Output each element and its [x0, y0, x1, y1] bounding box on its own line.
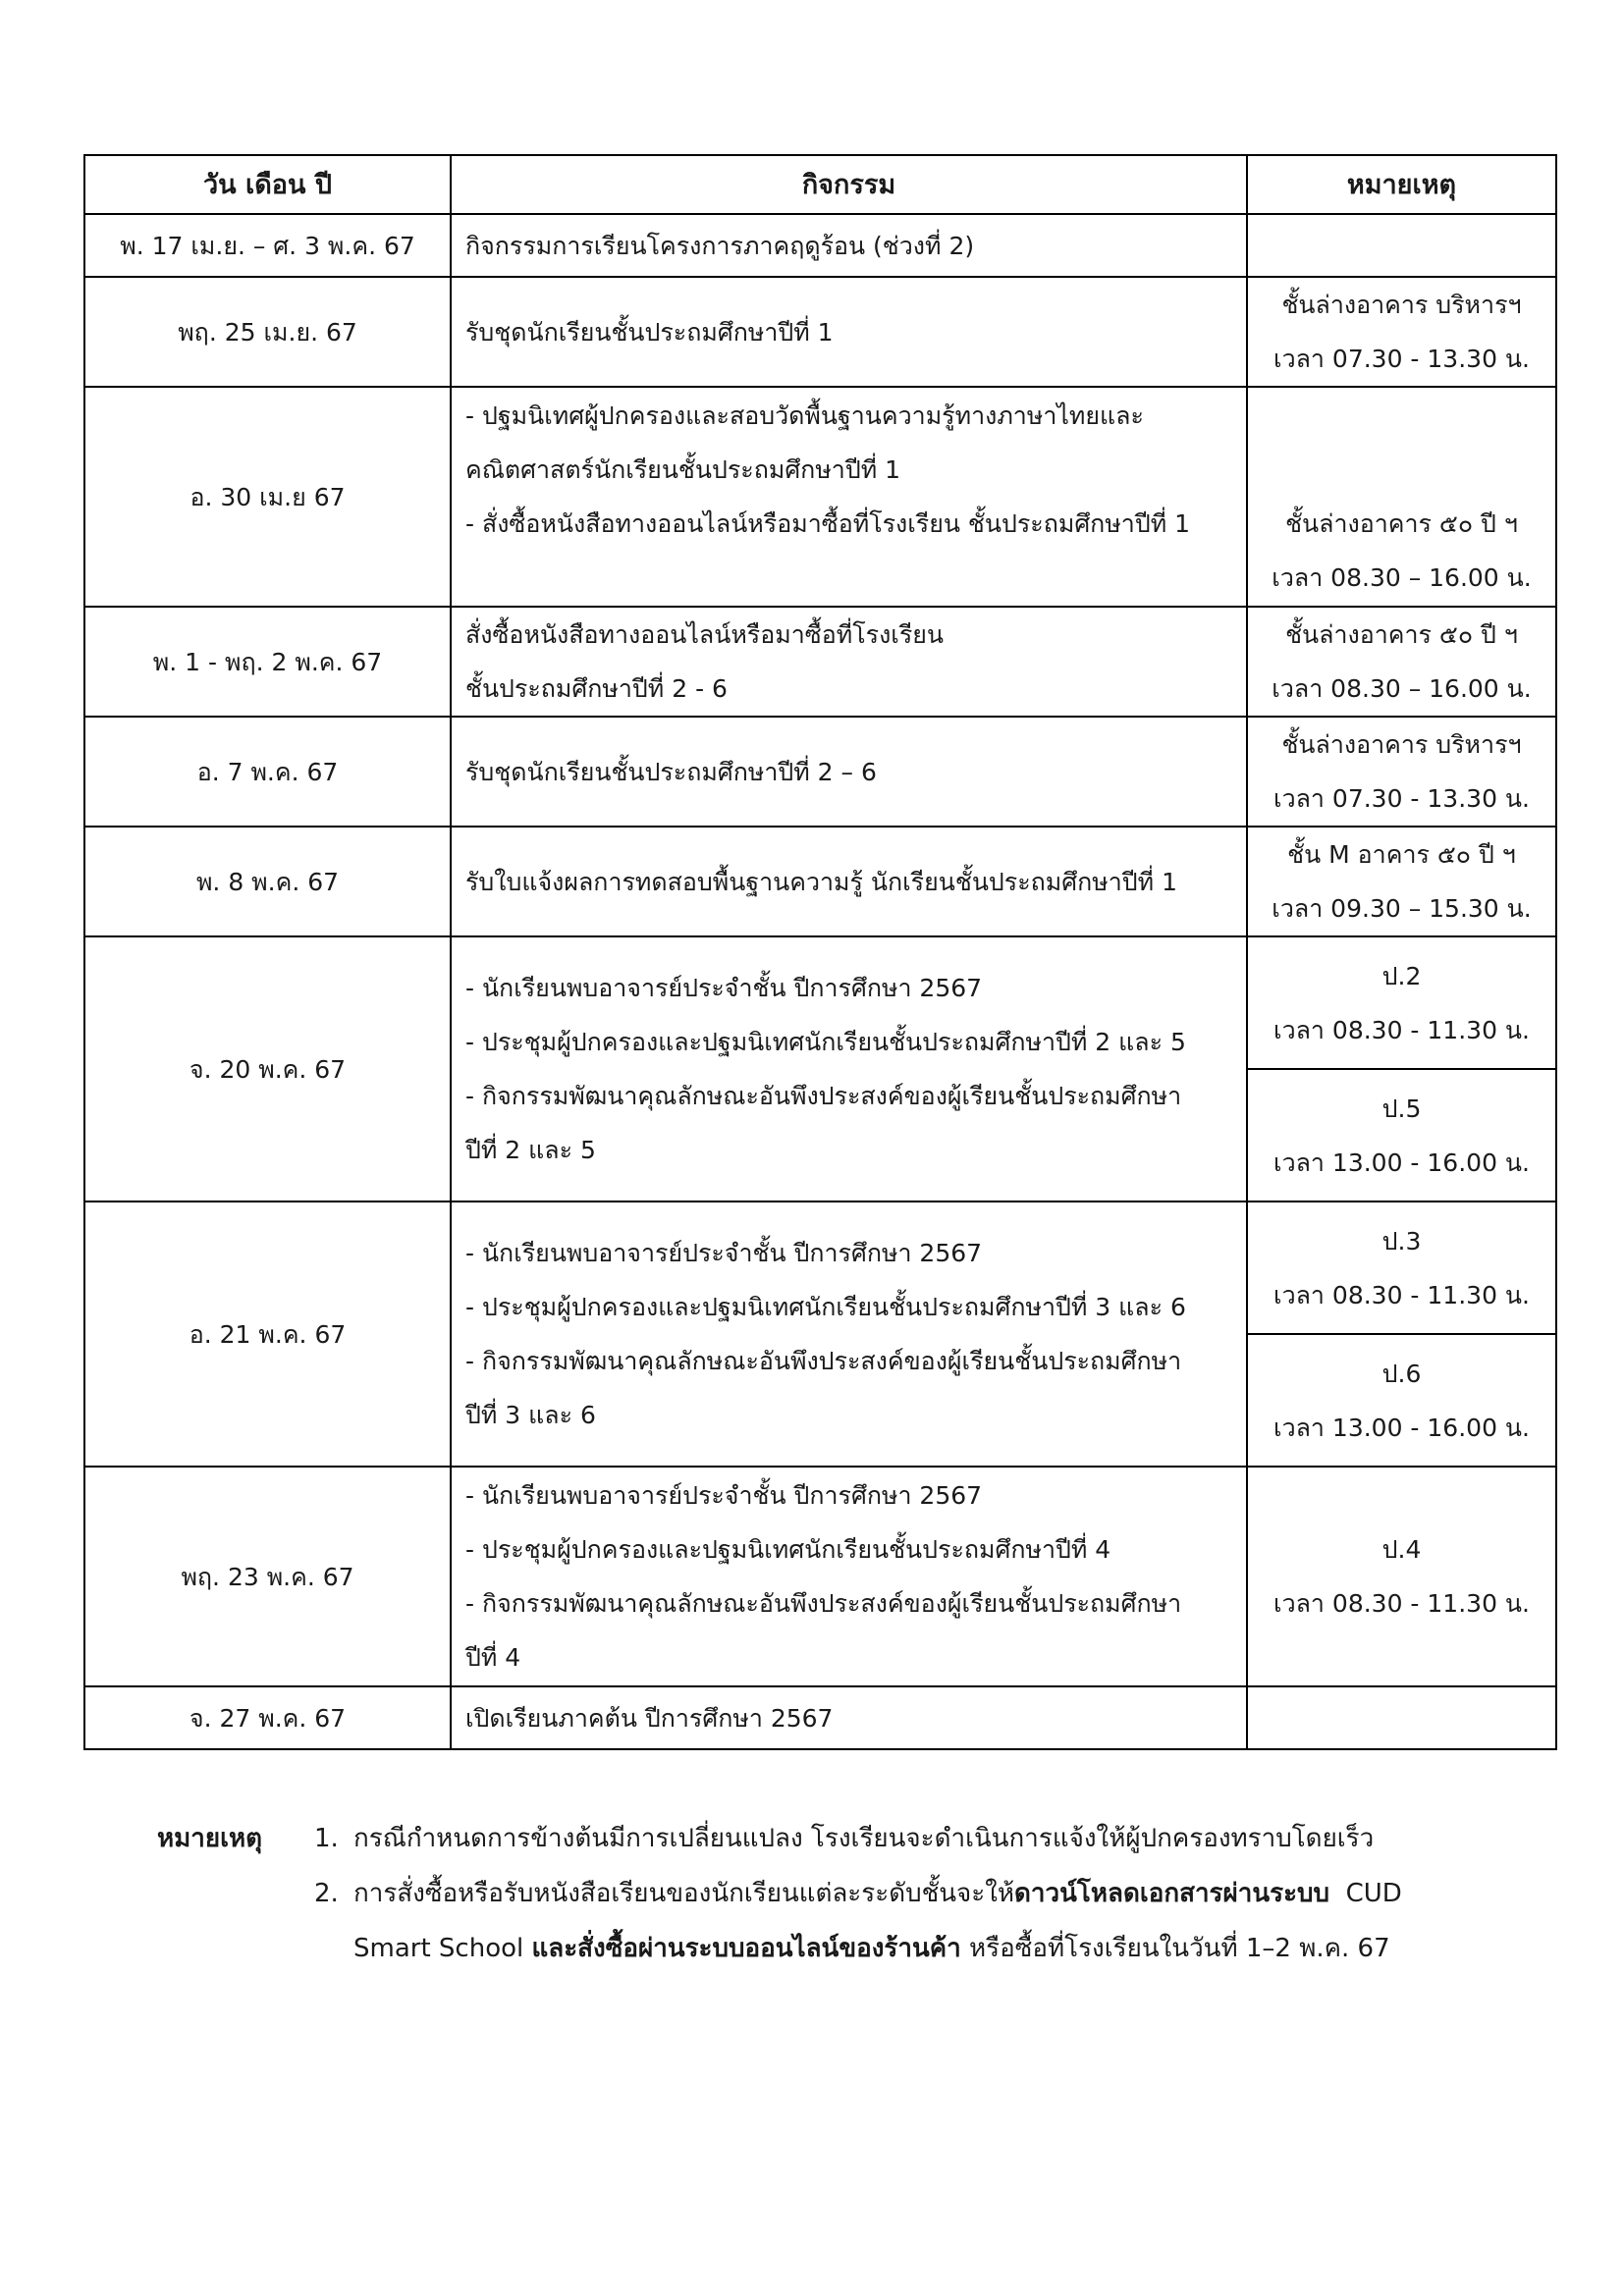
row-activity — [451, 387, 1247, 607]
note-line: ป.2 — [1381, 961, 1422, 990]
activity-line: รับใบแจ้งผลการทดสอบพื้นฐานความรู้ นักเรียนชั้นประถมศึกษาปีที่ 1 — [465, 867, 1177, 896]
row-note — [1247, 277, 1556, 387]
note-line — [1248, 389, 1555, 443]
note-line: ชั้นล่างอาคาร บริหารฯ — [1281, 730, 1522, 759]
note-line: เวลา 08.30 – 16.00 น. — [1272, 563, 1532, 592]
activity-line: รับชุดนักเรียนชั้นประถมศึกษาปีที่ 2 – 6 — [465, 757, 877, 786]
remark-text: การสั่งซื้อหรือรับหนังสือเรียนของนักเรียนแต่ละระดับชั้นจะให้ — [353, 1879, 1015, 1908]
activity-line: - ประชุมผู้ปกครองและปฐมนิเทศนักเรียนชั้นประถมศึกษาปีที่ 2 และ 5 — [465, 1028, 1186, 1056]
row-date: จ. 20 พ.ค. 67 — [84, 936, 451, 1201]
row-date: พ. 1 - พฤ. 2 พ.ค. 67 — [84, 607, 451, 717]
row-note — [1247, 1334, 1556, 1467]
remark-item-2 — [314, 1866, 1532, 1921]
row-note — [1247, 1686, 1556, 1749]
activity-line: คณิตศาสตร์นักเรียนชั้นประถมศึกษาปีที่ 1 — [465, 455, 901, 484]
activity-line: ชั้นประถมศึกษาปีที่ 2 - 6 — [465, 674, 728, 703]
table-row — [84, 1686, 1556, 1749]
activity-line: - นักเรียนพบอาจารย์ประจำชั้น ปีการศึกษา 2567 — [465, 974, 983, 1002]
remark-text: หรือซื้อที่โรงเรียนในวันที่ 1–2 พ.ค. 67 — [960, 1934, 1390, 1963]
note-line: ป.4 — [1381, 1535, 1422, 1564]
note-line: เวลา 13.00 - 16.00 น. — [1273, 1148, 1530, 1177]
row-activity — [451, 277, 1247, 387]
remark-item-2-continued — [353, 1921, 1390, 1976]
activity-line: กิจกรรมการเรียนโครงการภาคฤดูร้อน (ช่วงที่ 2) — [465, 231, 975, 260]
table-row — [84, 717, 1556, 827]
row-date: จ. 27 พ.ค. 67 — [84, 1686, 451, 1749]
row-date: พ. 8 พ.ค. 67 — [84, 827, 451, 936]
row-date: พ. 17 เม.ย. – ศ. 3 พ.ค. 67 — [84, 214, 451, 277]
remark-text: Smart School — [353, 1934, 532, 1963]
note-line — [1248, 443, 1555, 497]
row-activity — [451, 936, 1247, 1201]
row-date: อ. 21 พ.ค. 67 — [84, 1201, 451, 1467]
note-line: เวลา 08.30 - 11.30 น. — [1273, 1589, 1530, 1618]
row-activity — [451, 607, 1247, 717]
note-line: เวลา 08.30 – 16.00 น. — [1272, 674, 1532, 703]
table-row — [84, 1201, 1556, 1334]
header-activity: กิจกรรม — [451, 155, 1247, 214]
row-note — [1247, 607, 1556, 717]
activity-line: ปีที่ 2 และ 5 — [465, 1136, 596, 1164]
row-activity — [451, 717, 1247, 827]
row-activity — [451, 1467, 1247, 1686]
row-date: อ. 7 พ.ค. 67 — [84, 717, 451, 827]
row-activity — [451, 214, 1247, 277]
remark-bold-text: และสั่งซื้อผ่านระบบออนไลน์ของร้านค้า — [531, 1934, 961, 1963]
row-activity — [451, 1686, 1247, 1749]
table-row — [84, 827, 1556, 936]
row-date: พฤ. 25 เม.ย. 67 — [84, 277, 451, 387]
row-note — [1247, 717, 1556, 827]
row-date: พฤ. 23 พ.ค. 67 — [84, 1467, 451, 1686]
table-row — [84, 277, 1556, 387]
activity-line: - ประชุมผู้ปกครองและปฐมนิเทศนักเรียนชั้นประถมศึกษาปีที่ 3 และ 6 — [465, 1293, 1186, 1321]
activity-line: รับชุดนักเรียนชั้นประถมศึกษาปีที่ 1 — [465, 317, 834, 347]
note-line: ป.5 — [1381, 1094, 1422, 1123]
row-note — [1247, 387, 1556, 607]
table-row — [84, 936, 1556, 1069]
row-note — [1247, 1069, 1556, 1201]
table-row — [84, 1467, 1556, 1686]
note-line: เวลา 13.00 - 16.00 น. — [1273, 1413, 1530, 1442]
remark-text: กรณีกำหนดการข้างต้นมีการเปลี่ยนแปลง โรงเรียนจะดำเนินการแจ้งให้ผู้ปกครองทราบโดยเร็ว — [353, 1824, 1375, 1853]
table-row — [84, 214, 1556, 277]
note-line: เวลา 07.30 - 13.30 น. — [1273, 784, 1530, 813]
remark-item-1 — [314, 1811, 1532, 1866]
note-line: เวลา 08.30 - 11.30 น. — [1273, 1280, 1530, 1309]
remark-bold-text: ดาวน์โหลดเอกสารผ่านระบบ — [1014, 1879, 1330, 1908]
activity-line — [465, 551, 1234, 605]
remarks-label: หมายเหตุ — [157, 1824, 263, 1853]
note-line: ป.6 — [1381, 1359, 1422, 1388]
activity-line: - กิจกรรมพัฒนาคุณลักษณะอันพึงประสงค์ของผู้เรียนชั้นประถมศึกษา — [465, 1082, 1182, 1110]
activity-line: - กิจกรรมพัฒนาคุณลักษณะอันพึงประสงค์ของผู้เรียนชั้นประถมศึกษา — [465, 1347, 1182, 1375]
activity-line: สั่งซื้อหนังสือทางออนไลน์หรือมาซื้อที่โรงเรียน — [465, 620, 944, 649]
activity-line: - นักเรียนพบอาจารย์ประจำชั้น ปีการศึกษา 2567 — [465, 1481, 983, 1510]
note-line: ชั้น M อาคาร ๕๐ ปี ฯ — [1287, 840, 1516, 869]
row-note — [1247, 1201, 1556, 1334]
activity-line: - ประชุมผู้ปกครองและปฐมนิเทศนักเรียนชั้นประถมศึกษาปีที่ 4 — [465, 1535, 1111, 1564]
note-line: เวลา 08.30 - 11.30 น. — [1273, 1015, 1530, 1044]
remark-text: CUD — [1329, 1879, 1402, 1908]
note-line: เวลา 09.30 – 15.30 น. — [1272, 894, 1532, 923]
row-note — [1247, 827, 1556, 936]
remark-number: 2. — [314, 1879, 339, 1908]
row-note — [1247, 1467, 1556, 1686]
note-line: ป.3 — [1381, 1226, 1422, 1255]
row-activity — [451, 827, 1247, 936]
header-note: หมายเหตุ — [1247, 155, 1556, 214]
row-note — [1247, 936, 1556, 1069]
activity-line: - กิจกรรมพัฒนาคุณลักษณะอันพึงประสงค์ของผู้เรียนชั้นประถมศึกษา — [465, 1589, 1182, 1618]
note-line: ชั้นล่างอาคาร ๕๐ ปี ฯ — [1285, 509, 1518, 538]
schedule-table — [83, 154, 1557, 1750]
note-line: ชั้นล่างอาคาร บริหารฯ — [1281, 291, 1522, 319]
header-row — [84, 155, 1556, 214]
activity-line: เปิดเรียนภาคต้น ปีการศึกษา 2567 — [465, 1703, 834, 1733]
table-row — [84, 387, 1556, 607]
activity-line: ปีที่ 3 และ 6 — [465, 1401, 596, 1429]
header-date: วัน เดือน ปี — [84, 155, 451, 214]
activity-line: ปีที่ 4 — [465, 1643, 521, 1672]
activity-line: - ปฐมนิเทศผู้ปกครองและสอบวัดพื้นฐานความรู้ทางภาษาไทยและ — [465, 401, 1144, 430]
note-line: ชั้นล่างอาคาร ๕๐ ปี ฯ — [1285, 620, 1518, 649]
activity-line: - สั่งซื้อหนังสือทางออนไลน์หรือมาซื้อที่โรงเรียน ชั้นประถมศึกษาปีที่ 1 — [465, 509, 1191, 538]
table-row — [84, 607, 1556, 717]
activity-line: - นักเรียนพบอาจารย์ประจำชั้น ปีการศึกษา 2567 — [465, 1239, 983, 1267]
row-activity — [451, 1201, 1247, 1467]
row-date: อ. 30 เม.ย 67 — [84, 387, 451, 607]
note-line: เวลา 07.30 - 13.30 น. — [1273, 345, 1530, 373]
row-note — [1247, 214, 1556, 277]
remark-number: 1. — [314, 1824, 339, 1853]
